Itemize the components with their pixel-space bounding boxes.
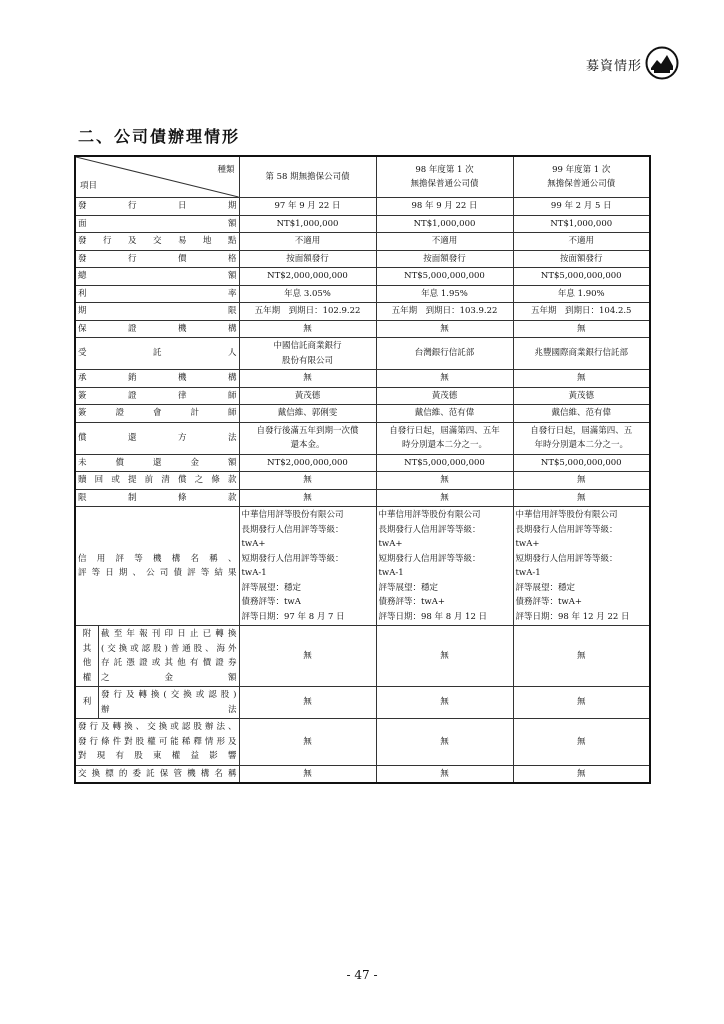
cell-line: 黃茂德 [431,390,458,401]
cell-line: NT$5,000,000,000 [404,271,485,281]
table-cell: 無 [513,687,650,719]
table-cell: 無 [376,626,513,687]
column-header [376,156,513,198]
other-rights-label [99,687,239,718]
table-row [75,422,650,454]
cell-line: 評等日期、公司債評等結果 [78,568,237,578]
cell-line: 債務評等：twA+ [515,597,582,607]
table-row [75,215,650,233]
cell-line: 按面額發行 [286,253,329,264]
cell-line: 短期發行人信用評等等級： [515,553,618,564]
cell-line: 無 [440,323,449,334]
cell-line: 無 [440,475,449,485]
row-label: 保證機構 [75,320,239,338]
cell-line: 自發行日起，屆滿第四、五 [530,425,633,436]
table-cell [239,405,376,423]
section-title: 二、公司債辦理情形 [78,127,241,146]
table-cell [239,422,376,454]
table-cell [376,387,513,405]
table-cell [239,370,376,388]
other-rights-label-cell [75,687,239,719]
rating-label [75,507,239,626]
cell-line: 長期發行人信用評等等級： [378,524,481,535]
cell-line: 99 年 2 月 5 日 [550,201,612,211]
cell-line: twA-1 [241,568,267,578]
cell-line: 股份有限公司 [281,355,333,366]
table-cell [513,472,650,490]
table-cell [513,387,650,405]
cell-line: 無 [303,492,312,503]
table-cell [239,320,376,338]
cell-line: 無 [576,475,586,485]
cell-line: NT$1,000,000 [413,218,476,229]
cell-line: 長期發行人信用評等等級： [515,524,618,535]
cell-line: 戴信維、郭俐雯 [277,408,338,418]
cell-line: 兆豐國際商業銀行信託部 [534,348,628,359]
table-cell [376,338,513,370]
table-cell [513,370,650,388]
cell-line: NT$1,000,000 [550,218,613,229]
page-number: - 47 - [346,968,378,982]
table-cell [513,489,650,507]
other-rights-side-label [76,626,99,686]
table-row [75,370,650,388]
cell-line: 評等日期：97 年 8 月 7 日 [241,611,345,622]
cell-line: 對現有股東權益影響 [78,751,237,761]
cell-line: 發行及轉換(交換或認股) [101,690,237,700]
table-cell: 無 [376,719,513,766]
rating-cell [376,507,513,626]
table-cell: 無 [513,626,650,687]
cell-line: 無 [303,323,312,334]
cell-line: NT$5,000,000,000 [404,457,485,468]
cell-line: NT$1,000,000 [276,218,339,229]
table-cell: 無 [513,719,650,766]
cell-line: 中國信託商業銀行 [273,341,342,351]
rating-row [75,507,650,626]
table-cell [376,370,513,388]
cell-line: 年息 1.95% [421,288,468,299]
cell-line: 99 年度第 1 次 [552,164,611,175]
row-label [75,765,239,783]
table-cell [239,215,376,233]
row-label: 受託人 [75,338,239,370]
table-cell: 無 [239,765,376,783]
cell-line: 年時分別還本二分之一。 [534,440,628,450]
cell-line: 中華信用評等股份有限公司 [241,510,344,520]
table-cell [239,489,376,507]
row-label: 發行價格 [75,250,239,268]
table-row [75,489,650,507]
cell-line: 還本金。 [290,440,325,450]
cell-line: 年息 3.05% [284,288,331,299]
cell-line: 無擔保普通公司債 [410,179,479,189]
table-cell: 無 [376,687,513,719]
table-row [75,719,650,766]
cell-line: 信用評等機構名稱、 [78,553,237,564]
row-label: 承銷機構 [75,370,239,388]
cell-line: 時分別還本二分之一。 [401,440,487,450]
cell-line: 利 [82,697,92,708]
cell-line: 戴信維、范有偉 [414,408,475,418]
cell-line: 年息 1.90% [557,288,605,299]
table-row [75,320,650,338]
company-logo-icon [645,46,679,80]
table-cell [513,268,650,286]
table-cell [376,303,513,321]
table-cell [376,320,513,338]
table-cell [513,338,650,370]
other-rights-label [99,626,239,686]
cell-line: 無 [576,492,586,503]
table-row [75,198,650,216]
cell-line: 自發行後滿五年到期一次償 [256,425,359,436]
table-cell [513,198,650,216]
cell-line: 辦法 [101,704,237,715]
table-cell [376,285,513,303]
table-row [75,405,650,423]
table-cell [239,198,376,216]
cell-line: twA+ [241,539,266,549]
table-cell [513,405,650,423]
corporate-bonds-table [74,155,651,784]
cell-line: 之金額 [101,672,237,683]
rating-cell [239,507,376,626]
cell-line: 五年期 到期日：102.9.22 [254,306,361,316]
table-cell [239,233,376,251]
row-label: 利率 [75,285,239,303]
cell-line: 無 [440,492,449,503]
row-label: 總額 [75,268,239,286]
table-cell [239,387,376,405]
table-cell [376,233,513,251]
table-cell [239,285,376,303]
cell-line: NT$2,000,000,000 [267,271,348,281]
cell-line: twA-1 [515,568,541,578]
table-header-row [75,156,650,198]
cell-line: 98 年 9 月 22 日 [411,201,478,211]
table-cell: 無 [239,626,376,687]
cell-line: 附 [82,629,92,639]
cell-line: 第 58 期無擔保公司債 [265,171,350,182]
cell-line: 無擔保普通公司債 [547,179,616,189]
table-row [75,303,650,321]
cell-line: 他 [82,658,92,668]
cell-line: 無 [576,373,586,383]
table-cell: 無 [239,687,376,719]
cell-line: 發行及轉換、交換或認股辦法、 [78,722,237,732]
cell-line: 按面額發行 [423,253,466,264]
cell-line: 其 [82,643,92,654]
cell-line: NT$5,000,000,000 [540,271,622,281]
table-row [75,268,650,286]
row-label: 贖回或提前清償之條款 [75,472,239,490]
other-rights-side-label [76,687,99,718]
cell-line: 評等展望：穩定 [515,582,576,593]
table-cell [376,268,513,286]
cell-line: 權 [82,672,92,683]
column-header [513,156,650,198]
cell-line: 評等日期：98 年 12 月 22 日 [515,611,630,622]
table-cell [513,422,650,454]
table-cell [376,489,513,507]
cell-line: 交換標的委託保管機構名稱 [78,768,237,779]
row-label: 未償還金額 [75,454,239,472]
table-cell [239,472,376,490]
table-cell [239,303,376,321]
table-cell: 無 [513,765,650,783]
cell-line: 五年期 到期日：104.2.5 [531,306,632,316]
table-cell [239,268,376,286]
corner-top-label: 種類 [217,165,235,175]
cell-line: 短期發行人信用評等等級： [378,553,481,564]
table-cell [376,454,513,472]
other-rights-row [75,626,650,687]
cell-line: 中華信用評等股份有限公司 [378,510,481,520]
cell-line: 無 [303,373,312,383]
table-cell [376,215,513,233]
table-cell [376,472,513,490]
cell-line: 短期發行人信用評等等級： [241,553,344,564]
other-rights-label-cell [75,626,239,687]
header-text: 募資情形 [586,59,643,74]
cell-line: 無 [576,323,586,334]
table-row [75,472,650,490]
column-header [239,156,376,198]
other-rights-inner [76,626,239,686]
table-cell [513,285,650,303]
row-label [75,719,239,766]
table-cell [239,338,376,370]
cell-line: 自發行日起，屆滿第四、五年 [389,425,500,436]
cell-line: 黃茂德 [294,390,321,401]
cell-line: 無 [303,475,312,485]
row-label: 償還方法 [75,422,239,454]
table-cell [376,422,513,454]
cell-line: 債務評等：twA+ [378,597,445,607]
cell-line: twA-1 [378,568,404,578]
table-row [75,250,650,268]
row-label: 發行日期 [75,198,239,216]
table-row [75,285,650,303]
table-cell [513,454,650,472]
table-row [75,454,650,472]
row-label: 發行及交易地點 [75,233,239,251]
cell-line: 台灣銀行信託部 [414,348,475,359]
table-row [75,338,650,370]
table-row [75,233,650,251]
cell-line: 五年期 到期日：103.9.22 [391,306,498,316]
corner-bottom-label: 項目 [80,180,98,191]
table-cell [376,198,513,216]
table-cell [513,320,650,338]
table-cell [513,303,650,321]
cell-line: NT$2,000,000,000 [267,457,348,468]
cell-line: 不適用 [568,236,594,246]
cell-line: 存託憑證或其他有價證券 [101,658,237,668]
cell-line: 評等日期：98 年 8 月 12 日 [378,611,488,622]
corner-cell [75,156,239,198]
cell-line: 中華信用評等股份有限公司 [515,510,618,520]
cell-line: 戴信維、范有偉 [551,408,611,418]
table-cell [376,405,513,423]
cell-line: 按面額發行 [559,253,603,264]
other-rights-inner [76,687,239,718]
table-cell [513,250,650,268]
table-cell: 無 [239,719,376,766]
rating-cell [513,507,650,626]
cell-line: 評等展望：穩定 [241,582,302,593]
cell-line: twA+ [515,539,540,549]
row-label: 簽證律師 [75,387,239,405]
cell-line: 長期發行人信用評等等級： [241,524,344,535]
cell-line: 債務評等：twA [241,597,301,607]
table-cell [239,454,376,472]
row-label: 期限 [75,303,239,321]
table-row [75,765,650,783]
cell-line: 發行條件對股權可能稀釋情形及 [78,736,237,747]
table-row [75,387,650,405]
table-cell [376,250,513,268]
cell-line: 不適用 [431,236,458,246]
cell-line: 黃茂德 [568,390,594,401]
cell-line: 不適用 [294,236,321,246]
table-cell [513,215,650,233]
table-cell [239,250,376,268]
row-label: 簽證會計師 [75,405,239,423]
cell-line: 評等展望：穩定 [378,582,439,593]
table-cell: 無 [376,765,513,783]
row-label: 面額 [75,215,239,233]
cell-line: (交換或認股)普通股、海外 [101,643,237,654]
table-cell [513,233,650,251]
cell-line: 97 年 9 月 22 日 [274,201,341,211]
cell-line: 無 [440,373,449,383]
cell-line: NT$5,000,000,000 [540,457,622,468]
other-rights-row [75,687,650,719]
row-label: 限制條款 [75,489,239,507]
cell-line: 截至年報刊印日止已轉換 [101,629,237,639]
cell-line: 98 年度第 1 次 [415,164,474,175]
cell-line: twA+ [378,539,403,549]
